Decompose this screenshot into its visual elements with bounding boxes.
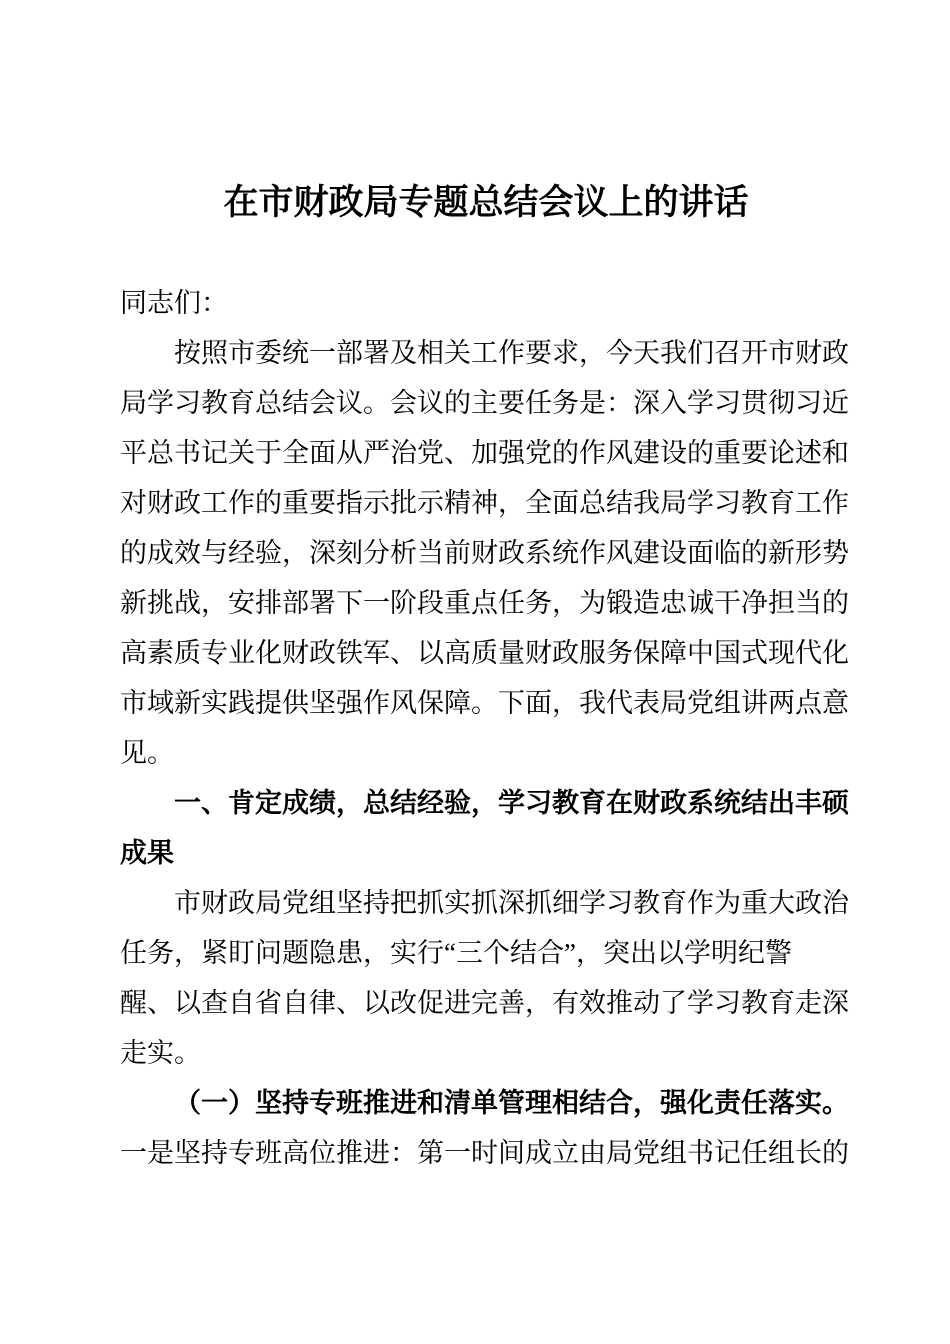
salutation-line: 同志们： (120, 288, 228, 318)
section-1-paragraph-line: 市财政局党组坚持把抓实抓深抓细学习教育作为重大政治 (174, 888, 849, 918)
intro-paragraph-line: 新挑战，安排部署下一阶段重点任务，为锻造忠诚干净担当的 (120, 588, 849, 618)
intro-paragraph-line: 平总书记关于全面从严治党、加强党的作风建设的重要论述和 (120, 438, 849, 468)
section-1-paragraph-line: 醒、以查自省自律、以改促进完善，有效推动了学习教育走深 (120, 988, 849, 1018)
subsection-1-1-heading-line: （一）坚持专班推进和清单管理相结合，强化责任落实。 (174, 1088, 849, 1118)
subsection-1-1-paragraph-line: 一是坚持专班高位推进：第一时间成立由局党组书记任组长的 (120, 1138, 849, 1168)
intro-paragraph-line: 高素质专业化财政铁军、以高质量财政服务保障中国式现代化 (120, 638, 849, 668)
intro-paragraph-line: 对财政工作的重要指示批示精神，全面总结我局学习教育工作 (120, 488, 849, 518)
section-1-heading-line: 一、肯定成绩，总结经验，学习教育在财政系统结出丰硕 (174, 788, 849, 818)
section-1-paragraph-line: 走实。 (120, 1038, 201, 1068)
intro-paragraph-line: 的成效与经验，深刻分析当前财政系统作风建设面临的新形势 (120, 538, 849, 568)
section-1-heading-line: 成果 (120, 838, 174, 868)
document-title: 在市财政局专题总结会议上的讲话 (223, 183, 749, 222)
document-body (120, 178, 852, 1178)
intro-paragraph-line: 局学习教育总结会议。会议的主要任务是：深入学习贯彻习近 (120, 388, 849, 418)
intro-paragraph-line: 市域新实践提供坚强作风保障。下面，我代表局党组讲两点意 (120, 688, 849, 718)
intro-paragraph-line: 见。 (120, 738, 174, 768)
section-1-paragraph-line: 任务，紧盯问题隐患，实行“三个结合”，突出以学明纪警 (120, 938, 792, 968)
intro-paragraph-line: 按照市委统一部署及相关工作要求，今天我们召开市财政 (174, 338, 849, 368)
